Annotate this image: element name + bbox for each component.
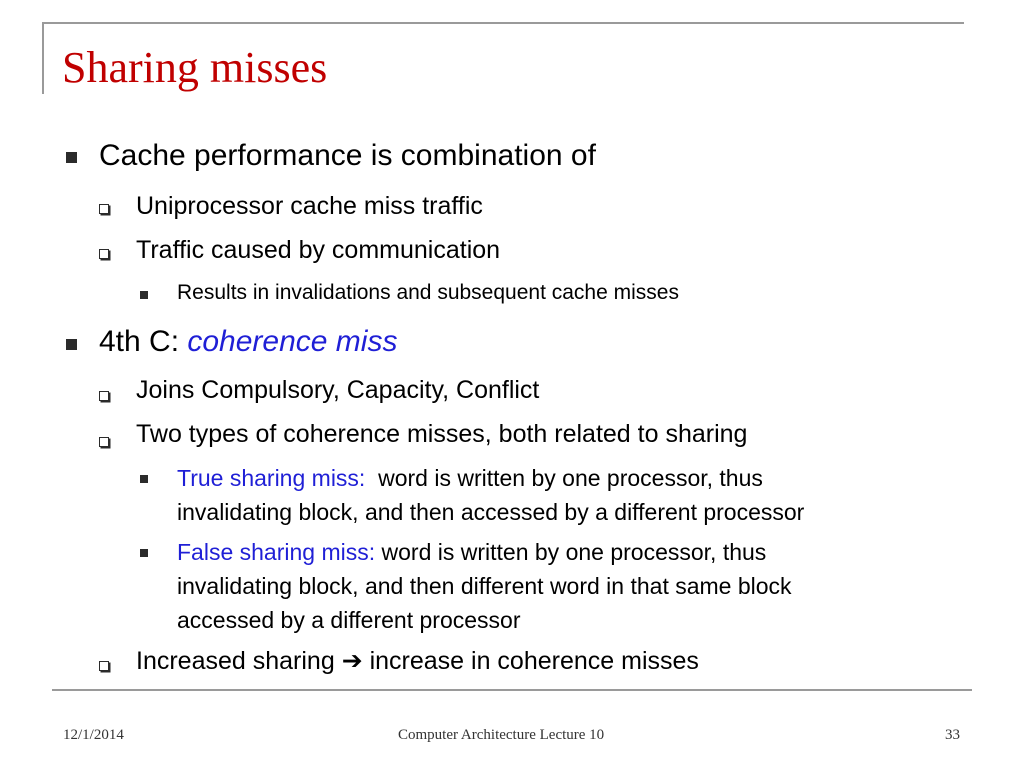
bullet-level1-fourth-c (99, 325, 397, 359)
bullet-level2-traffic-communication: Traffic caused by communication (136, 236, 501, 264)
bullet-level1-cache-performance: Cache performance is combination of (99, 139, 596, 172)
square-bullet-icon (140, 475, 148, 483)
bullet-level3-true-sharing-line1 (177, 461, 763, 495)
bullet-level2-uniprocessor: Uniprocessor cache miss traffic (136, 192, 483, 220)
hollow-square-bullet-icon (99, 204, 109, 214)
square-bullet-icon (66, 339, 77, 350)
bullet-level3-invalidations: Results in invalidations and subsequent cache misses (177, 281, 679, 304)
coherence-miss-emphasis: coherence miss (187, 325, 398, 358)
slide-title: Sharing misses (62, 43, 328, 92)
fourth-c-prefix: 4th C: (99, 325, 188, 358)
square-bullet-icon (140, 291, 148, 299)
bullet-level3-false-sharing-line2: invalidating block, and then different word in that same block (177, 573, 792, 599)
square-bullet-icon (140, 549, 148, 557)
false-sharing-term: False sharing miss: (177, 539, 376, 565)
hollow-square-bullet-icon (99, 249, 109, 259)
increased-sharing-suffix: increase in coherence misses (362, 647, 699, 675)
true-sharing-desc-1: word is written by one processor, thus (365, 465, 763, 491)
footer-divider (52, 689, 972, 691)
hollow-square-bullet-icon (99, 391, 109, 401)
bullet-level2-two-types: Two types of coherence misses, both related to sharing (136, 420, 748, 448)
footer-date: 12/1/2014 (63, 727, 124, 743)
frame-left-divider (42, 22, 44, 94)
bullet-level3-true-sharing-line2: invalidating block, and then accessed by a different processor (177, 499, 805, 525)
bullet-level3-false-sharing-line1 (177, 535, 766, 569)
square-bullet-icon (66, 152, 77, 163)
bullet-level2-joins-3cs: Joins Compulsory, Capacity, Conflict (136, 376, 540, 404)
increased-sharing-prefix: Increased sharing (136, 647, 342, 675)
right-arrow-icon: ➔ (341, 646, 363, 675)
bullet-level3-false-sharing-line3: accessed by a different processor (177, 607, 521, 633)
hollow-square-bullet-icon (99, 661, 109, 671)
footer-page-number: 33 (945, 727, 960, 743)
true-sharing-term: True sharing miss: (177, 465, 366, 491)
frame-top-divider (42, 22, 964, 24)
bullet-level2-increased-sharing (136, 646, 699, 676)
false-sharing-desc-1: word is written by one processor, thus (375, 539, 767, 565)
footer-course-title: Computer Architecture Lecture 10 (398, 727, 605, 743)
hollow-square-bullet-icon (99, 437, 109, 447)
